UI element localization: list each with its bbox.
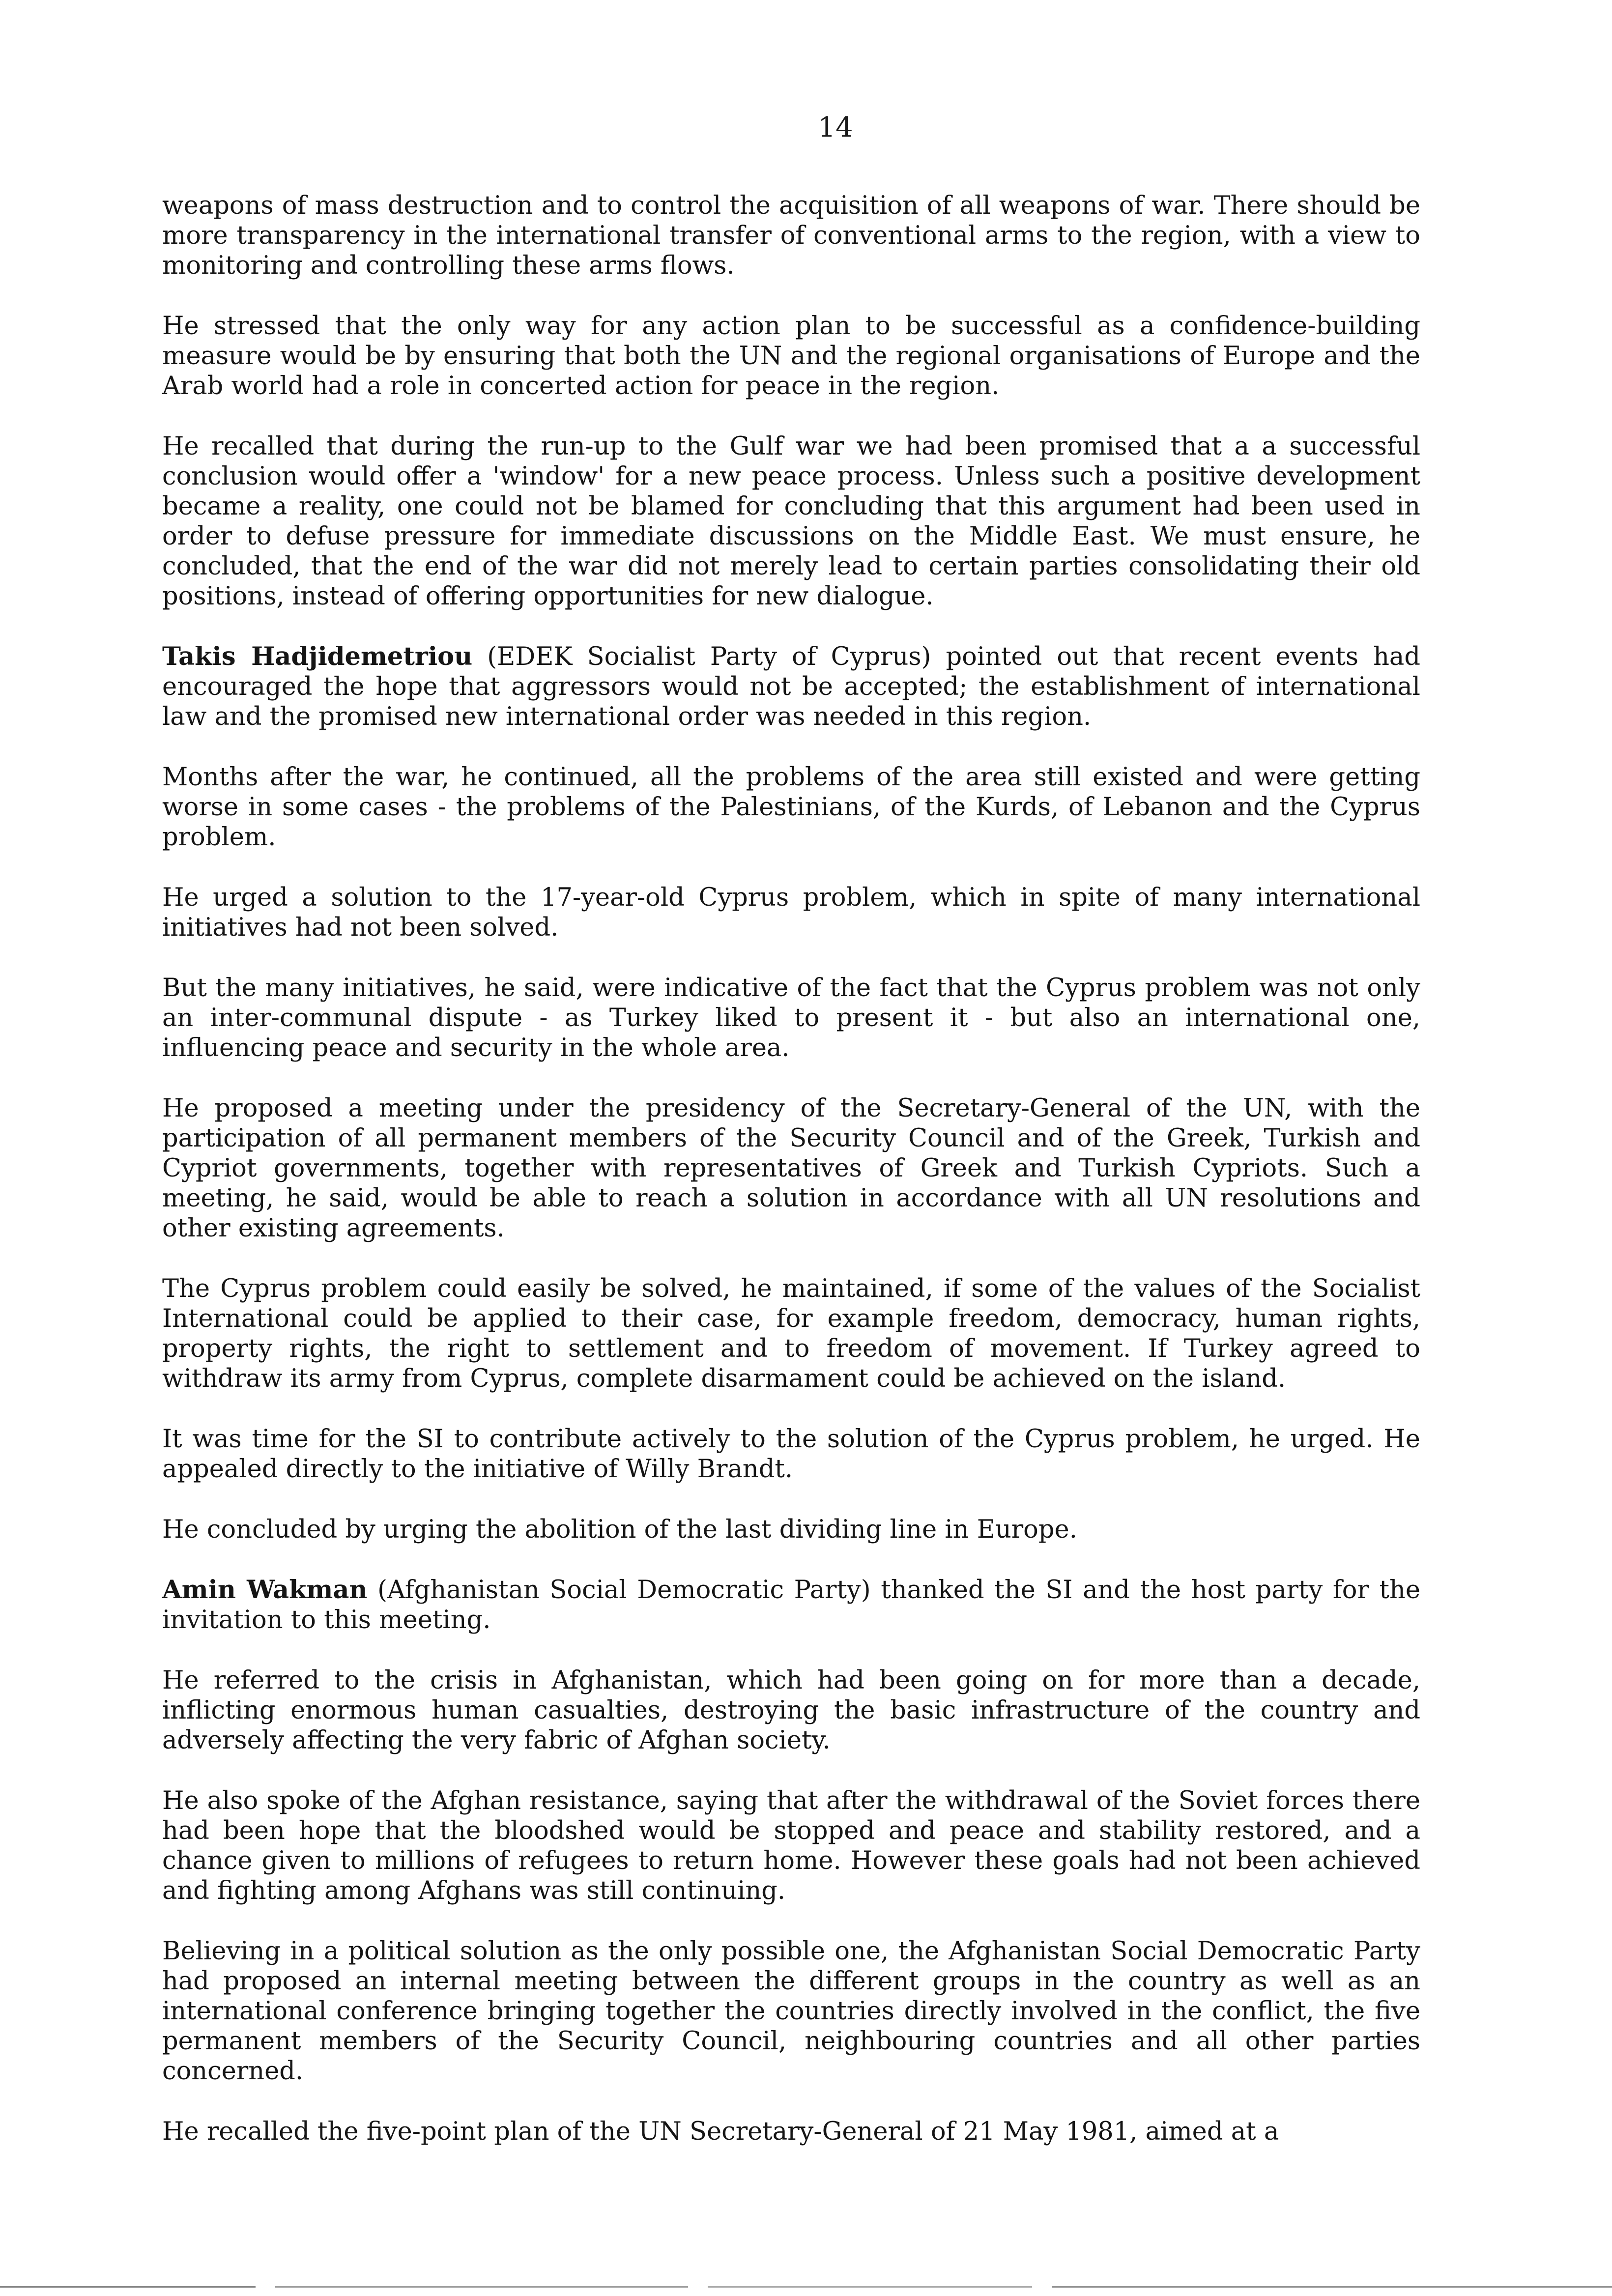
paragraph <box>162 1515 1420 1545</box>
paragraph <box>162 1424 1420 1484</box>
paragraph-text: He recalled the five-point plan of the UN Secretary-General of 21 May 1981, aimed at a <box>162 2117 1279 2146</box>
document-body <box>162 191 1420 2177</box>
paragraph <box>162 1093 1420 1243</box>
paragraph <box>162 1786 1420 1906</box>
paragraph-text: He proposed a meeting under the presidency of the Secretary-General of the UN, with the participation of all permanent members of the Security Council and of the Greek, Turkish and Cypriot governments, together with representatives of Greek and Turkish Cypriots. Such a meeting, he said, would be able to reach a solution in accordance with all UN resolutions and other existing agreements. <box>162 1094 1420 1243</box>
paragraph-text: He concluded by urging the abolition of the last dividing line in Europe. <box>162 1515 1077 1544</box>
paragraph-text: He stressed that the only way for any action plan to be successful as a confidence-building measure would be by ensuring that both the UN and the regional organisations of Europe and the Arab world had a role in concerted action for peace in the region. <box>162 312 1420 401</box>
paragraph <box>162 1936 1420 2086</box>
paragraph <box>162 1274 1420 1394</box>
paragraph-text: (EDEK Socialist Party of Cyprus) pointed out that recent events had encouraged the hope that aggressors would not be accepted; the establishment of international law and the promised new international order was needed in this region. <box>162 642 1420 731</box>
paragraph-text: (Afghanistan Social Democratic Party) thanked the SI and the host party for the invitation to this meeting. <box>162 1576 1420 1635</box>
paragraph-text: He also spoke of the Afghan resistance, saying that after the withdrawal of the Soviet forces there had been hope that the bloodshed would be stopped and peace and stability restored, and a chance given to millions of refugees to return home. However these goals had not been achieved and fighting among Afghans was still continuing. <box>162 1786 1420 1905</box>
speaker-name: Amin Wakman <box>162 1575 368 1605</box>
paragraph-text: But the many initiatives, he said, were indicative of the fact that the Cyprus problem was not only an inter-communal dispute - as Turkey liked to present it - but also an international one, influencing peace and security in the whole area. <box>162 974 1420 1062</box>
paragraph-text: The Cyprus problem could easily be solved, he maintained, if some of the values of the Socialist International could be applied to their case, for example freedom, democracy, human rights, property rights, the right to settlement and to freedom of movement. If Turkey agreed to withdraw its army from Cyprus, complete disarmament could be achieved on the island. <box>162 1274 1420 1393</box>
paragraph <box>162 1575 1420 1635</box>
paragraph-text: It was time for the SI to contribute actively to the solution of the Cyprus problem, he urged. He appealed directly to the initiative of Willy Brandt. <box>162 1425 1420 1484</box>
speaker-name: Takis Hadjidemetriou <box>162 642 473 671</box>
paragraph <box>162 883 1420 943</box>
paragraph-text: weapons of mass destruction and to control the acquisition of all weapons of war. There should be more transparency in the international transfer of conventional arms to the region, with a view to monitoring and controlling these arms flows. <box>162 191 1420 280</box>
bottom-scan-rule <box>0 2286 1612 2288</box>
paragraph <box>162 762 1420 852</box>
paragraph <box>162 311 1420 401</box>
paragraph-text: Months after the war, he continued, all the problems of the area still existed and were getting worse in some cases - the problems of the Palestinians, of the Kurds, of Lebanon and the Cyprus problem. <box>162 763 1420 852</box>
paragraph <box>162 191 1420 281</box>
page-number: 14 <box>818 112 853 144</box>
paragraph-text: Believing in a political solution as the only possible one, the Afghanistan Social Democratic Party had proposed an internal meeting between the different groups in the country as well as an international conference bringing together the countries directly involved in the conflict, the five permanent members of the Security Council, neighbouring countries and all other parties concerned. <box>162 1937 1420 2086</box>
paragraph <box>162 642 1420 732</box>
paragraph-text: He referred to the crisis in Afghanistan, which had been going on for more than a decade, inflicting enormous human casualties, destroying the basic infrastructure of the country and adversely affecting the very fabric of Afghan society. <box>162 1666 1420 1755</box>
paragraph-text: He urged a solution to the 17-year-old Cyprus problem, which in spite of many international initiatives had not been solved. <box>162 883 1420 942</box>
paragraph <box>162 1665 1420 1755</box>
paragraph <box>162 973 1420 1063</box>
paragraph <box>162 431 1420 611</box>
paragraph-text: He recalled that during the run-up to the Gulf war we had been promised that a a successful conclusion would offer a 'window' for a new peace process. Unless such a positive development became a reality, one could not be blamed for concluding that this argument had been used in order to defuse pressure for immediate discussions on the Middle East. We must ensure, he concluded, that the end of the war did not merely lead to certain parties consolidating their old positions, instead of offering opportunities for new dialogue. <box>162 432 1420 611</box>
paragraph <box>162 2117 1420 2147</box>
